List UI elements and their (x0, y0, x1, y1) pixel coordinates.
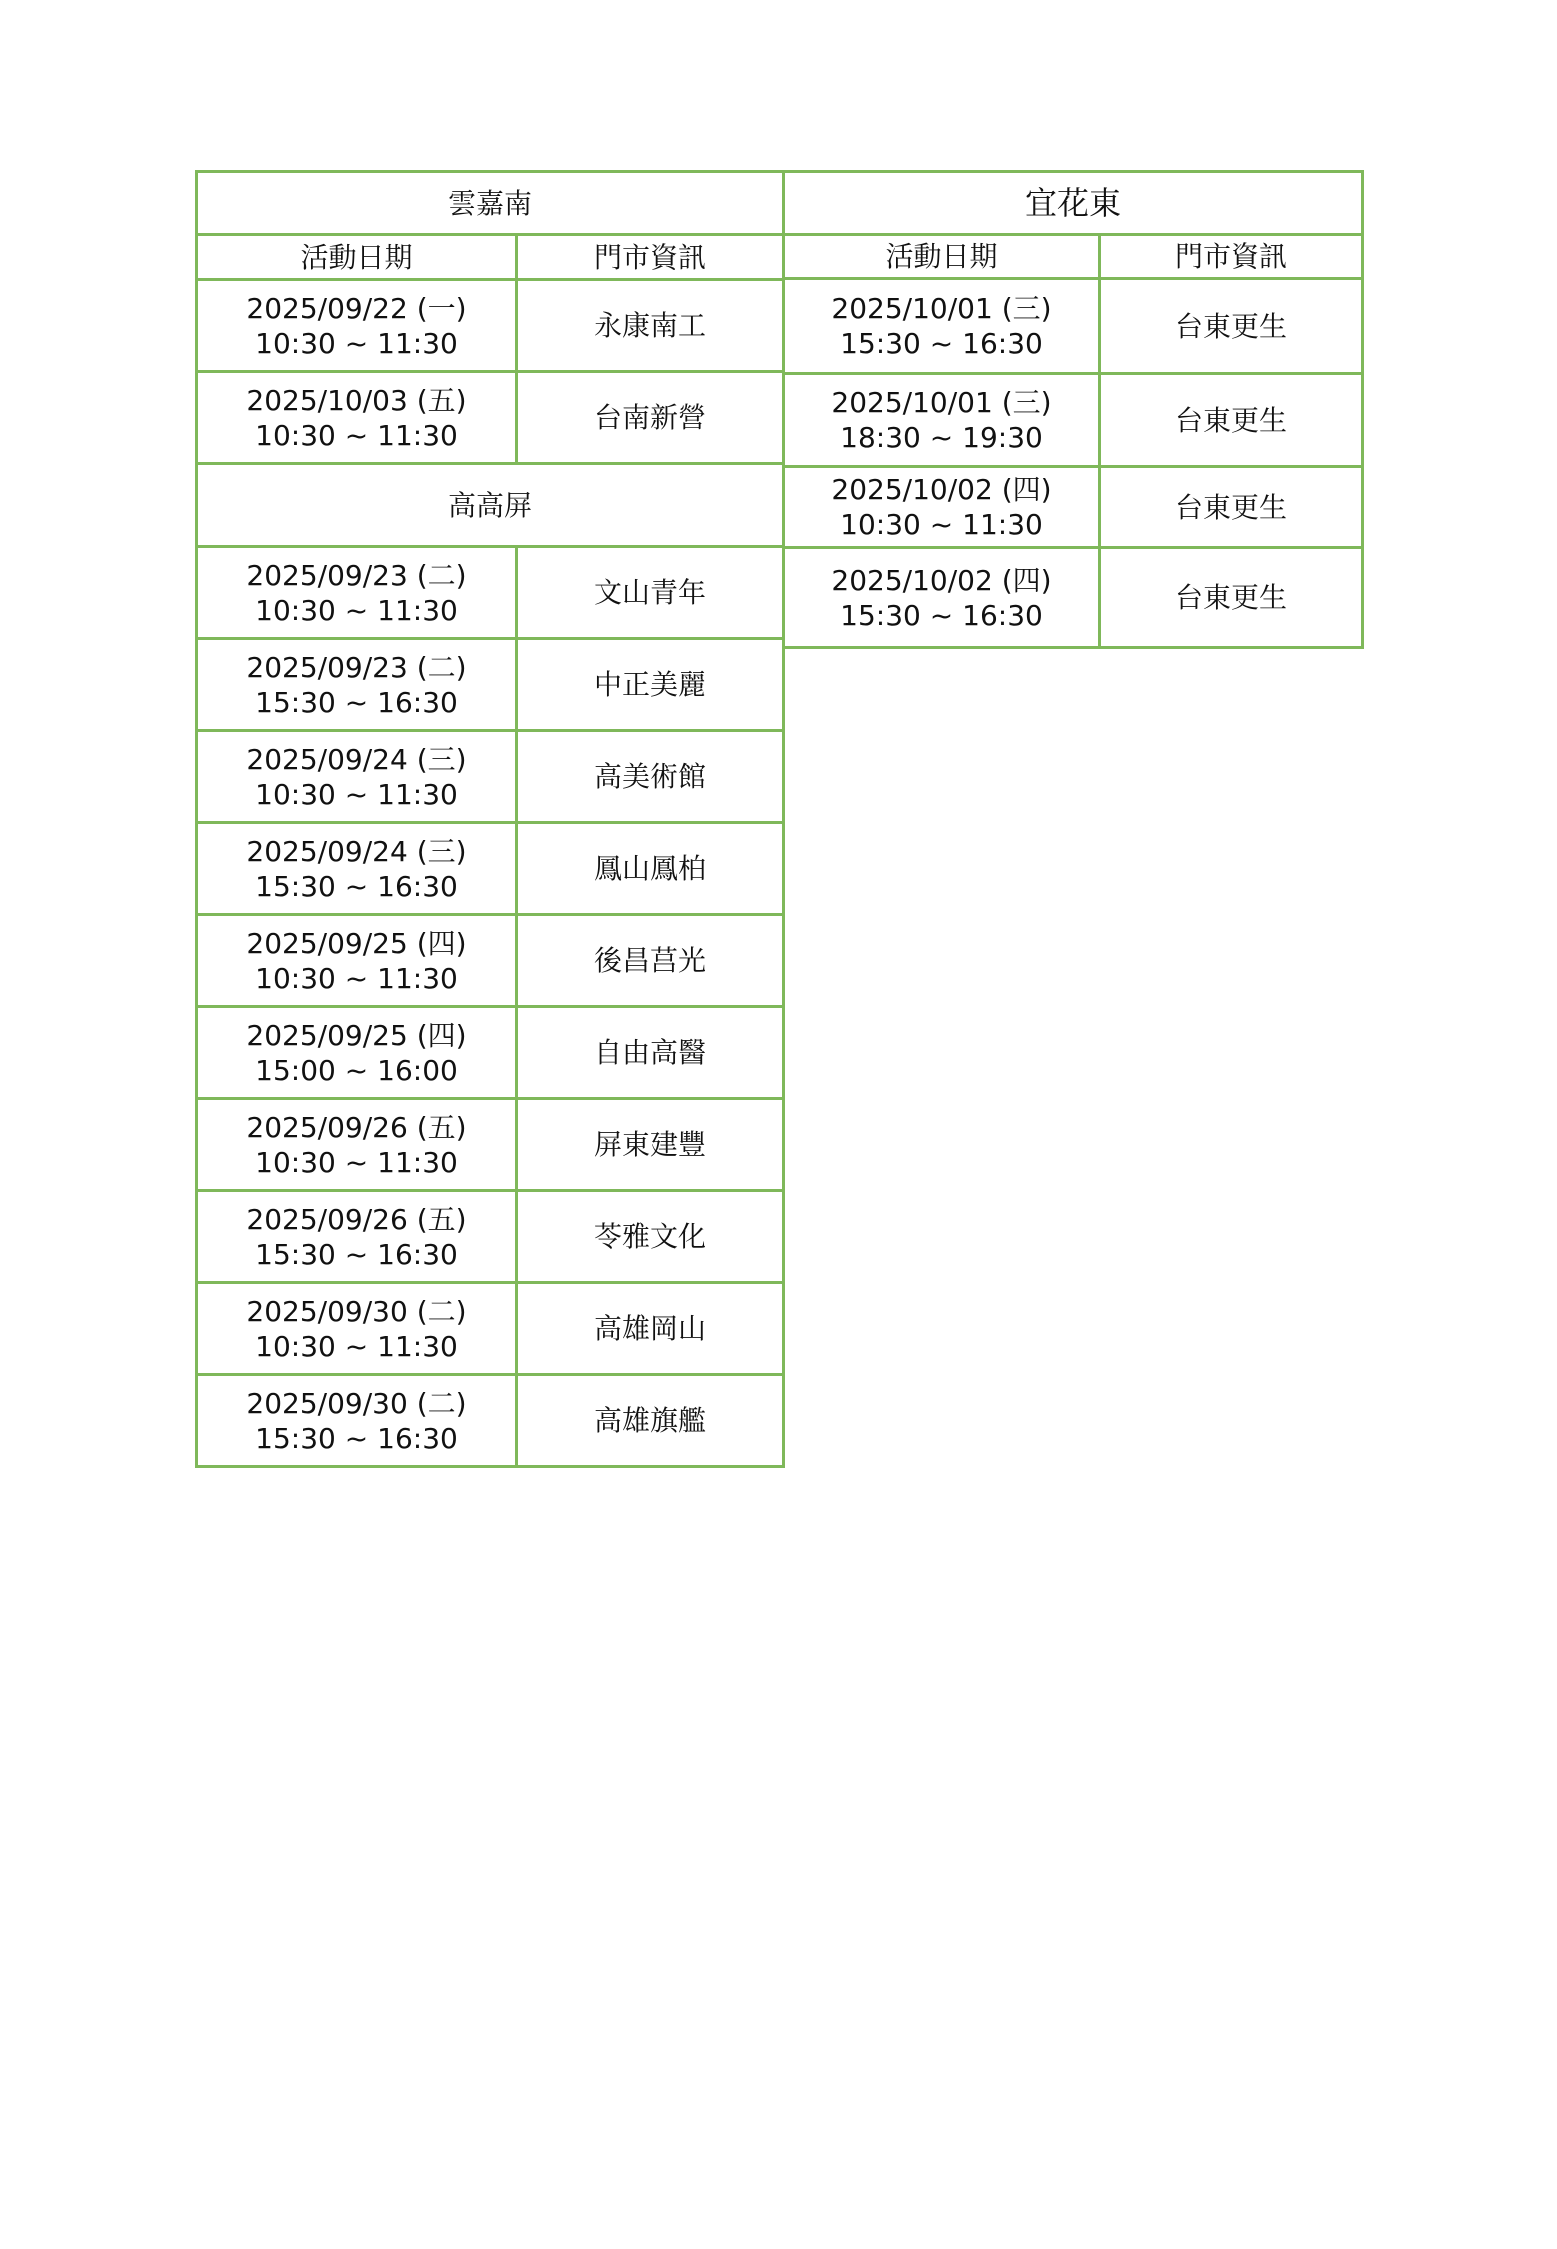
region-row (197, 464, 784, 547)
table-row (197, 1191, 784, 1283)
column-header-date: 活動日期 (784, 235, 1100, 279)
table-row (197, 547, 784, 639)
date-cell (197, 823, 517, 915)
region-heading: 宜花東 (784, 172, 1363, 235)
region-heading: 高高屏 (197, 464, 784, 547)
event-date: 2025/09/26 (五) (246, 1202, 467, 1236)
event-date: 2025/09/25 (四) (246, 1018, 467, 1052)
column-header-row (197, 235, 784, 280)
event-date: 2025/09/23 (二) (246, 650, 467, 684)
event-date: 2025/09/22 (一) (246, 291, 467, 325)
column-header-date: 活動日期 (197, 235, 517, 280)
date-cell (784, 374, 1100, 467)
event-time: 10:30 ~ 11:30 (840, 508, 1043, 541)
date-cell (197, 639, 517, 731)
event-time: 10:30 ~ 11:30 (255, 1329, 458, 1363)
date-cell (784, 467, 1100, 548)
date-cell (197, 915, 517, 1007)
date-cell (784, 548, 1100, 648)
table-row (197, 639, 784, 731)
table-row (784, 467, 1363, 548)
column-header-row (784, 235, 1363, 279)
store-cell: 中正美麗 (517, 639, 784, 731)
schedule-table-left (195, 170, 785, 1468)
table-row (197, 915, 784, 1007)
date-cell (197, 1099, 517, 1191)
store-cell: 台東更生 (1100, 279, 1363, 374)
date-cell (197, 1375, 517, 1467)
event-date: 2025/10/02 (四) (831, 473, 1052, 506)
store-cell: 苓雅文化 (517, 1191, 784, 1283)
event-time: 10:30 ~ 11:30 (255, 777, 458, 811)
store-cell: 台東更生 (1100, 548, 1363, 648)
table-row (197, 1099, 784, 1191)
schedule-table-right (782, 170, 1364, 649)
event-time: 15:30 ~ 16:30 (255, 869, 458, 903)
table-row (197, 280, 784, 372)
table-row (784, 374, 1363, 467)
event-time: 15:30 ~ 16:30 (255, 1421, 458, 1455)
event-date: 2025/09/30 (二) (246, 1294, 467, 1328)
event-date: 2025/09/26 (五) (246, 1110, 467, 1144)
event-time: 15:30 ~ 16:30 (840, 598, 1043, 632)
table-row (197, 372, 784, 464)
date-cell (197, 731, 517, 823)
store-cell: 高雄旗艦 (517, 1375, 784, 1467)
date-cell (197, 1007, 517, 1099)
date-cell (197, 372, 517, 464)
region-heading: 雲嘉南 (197, 172, 784, 235)
event-date: 2025/09/24 (三) (246, 834, 467, 868)
table-row (197, 1007, 784, 1099)
event-time: 10:30 ~ 11:30 (255, 418, 458, 452)
table-row (197, 823, 784, 915)
store-cell: 高美術館 (517, 731, 784, 823)
date-cell (197, 280, 517, 372)
event-time: 15:30 ~ 16:30 (255, 1237, 458, 1271)
event-time: 10:30 ~ 11:30 (255, 593, 458, 627)
store-cell: 永康南工 (517, 280, 784, 372)
column-header-store: 門市資訊 (517, 235, 784, 280)
table-row (197, 1375, 784, 1467)
table-row (197, 1283, 784, 1375)
store-cell: 文山青年 (517, 547, 784, 639)
event-date: 2025/09/30 (二) (246, 1386, 467, 1420)
table-row (784, 548, 1363, 648)
event-date: 2025/09/25 (四) (246, 926, 467, 960)
event-time: 10:30 ~ 11:30 (255, 961, 458, 995)
date-cell (197, 1191, 517, 1283)
event-date: 2025/10/03 (五) (246, 383, 467, 417)
event-time: 10:30 ~ 11:30 (255, 1145, 458, 1179)
date-cell (784, 279, 1100, 374)
event-date: 2025/09/23 (二) (246, 558, 467, 592)
column-header-store: 門市資訊 (1100, 235, 1363, 279)
event-time: 15:00 ~ 16:00 (255, 1053, 458, 1087)
event-date: 2025/10/01 (三) (831, 292, 1052, 325)
store-cell: 台東更生 (1100, 374, 1363, 467)
region-row (784, 172, 1363, 235)
store-cell: 後昌莒光 (517, 915, 784, 1007)
date-cell (197, 1283, 517, 1375)
event-time: 10:30 ~ 11:30 (255, 326, 458, 360)
store-cell: 自由高醫 (517, 1007, 784, 1099)
store-cell: 鳳山鳳柏 (517, 823, 784, 915)
store-cell: 台南新營 (517, 372, 784, 464)
event-date: 2025/10/01 (三) (831, 386, 1052, 419)
table-row (197, 731, 784, 823)
region-row (197, 172, 784, 235)
event-time: 18:30 ~ 19:30 (840, 421, 1043, 454)
event-time: 15:30 ~ 16:30 (255, 685, 458, 719)
store-cell: 高雄岡山 (517, 1283, 784, 1375)
event-date: 2025/09/24 (三) (246, 742, 467, 776)
store-cell: 台東更生 (1100, 467, 1363, 548)
table-row (784, 279, 1363, 374)
store-cell: 屏東建豐 (517, 1099, 784, 1191)
date-cell (197, 547, 517, 639)
event-date: 2025/10/02 (四) (831, 563, 1052, 597)
event-time: 15:30 ~ 16:30 (840, 327, 1043, 360)
